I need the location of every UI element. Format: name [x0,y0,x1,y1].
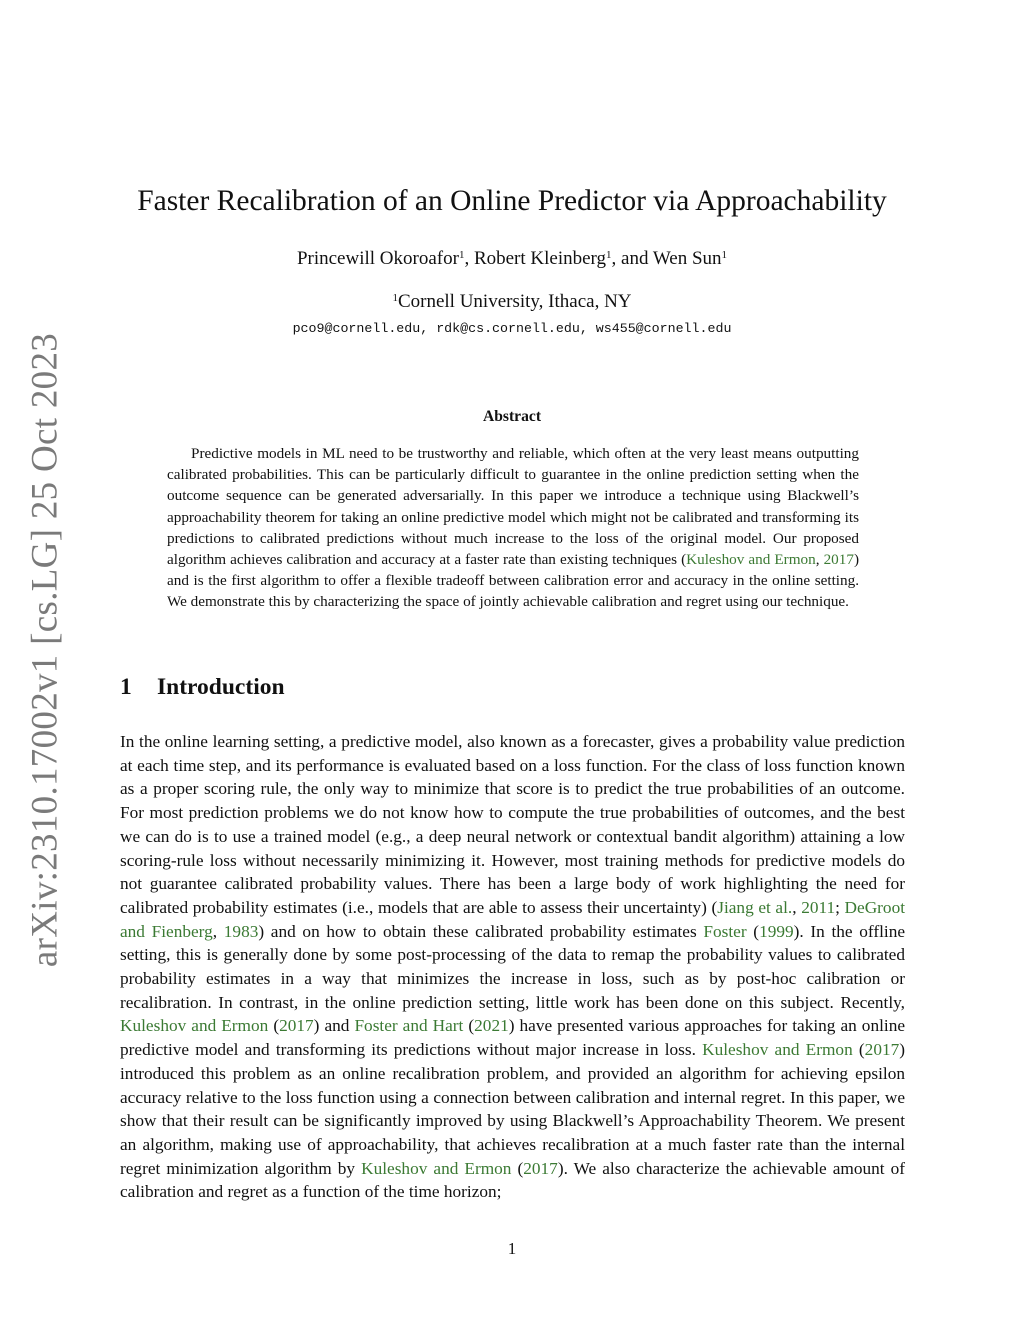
citation-link[interactable]: DeGroot and Fienberg [120,897,906,941]
citation-year-link[interactable]: 1999 [759,921,794,941]
citation-link[interactable]: Kuleshov and Ermon [120,1016,269,1036]
citation-year-link[interactable]: 2017 [523,1158,558,1178]
abstract-heading: Abstract [482,408,542,425]
abstract-text: Predictive models in ML need to be trustworthy and reliable, which often at the very least means outputting calibrated probabilities. This can be particularly difficult to guarantee in the online prediction setting when the outcome sequence can be generated adversarially. In this paper we introduce a technique using Blackwell’s approachability theorem for taking an online predictive model which might not be calibrated and transforming its predictions to calibrated predictions without much increase to the loss of the original model. Our proposed algorithm achieves calibration and accuracy at a faster rate than existing techniques (Kuleshov and Ermon, 2017) and is the first algorithm to offer a flexible tradeoff between calibration error and accuracy in the online setting. We demonstrate this by characterizing the space of jointly achievable calibration and regret using our technique. [167,445,859,611]
citation-year-link[interactable]: 1983 [223,921,259,941]
affiliation-mark: 1 [458,248,465,261]
author-separator: , [464,248,474,269]
author-emails: pco9@cornell.edu, rdk@cs.cornell.edu, ws455@cornell.edu [292,321,732,336]
author-separator: , and [611,248,653,269]
author-name: Wen Sun [652,248,722,269]
arxiv-watermark: arXiv:2310.17002v1 [cs.LG] 25 Oct 2023 [24,332,66,968]
author-list [0,248,1024,270]
citation-link[interactable]: Foster and Hart [354,1016,464,1036]
section-number: 1 [120,674,132,700]
section-title: Introduction [157,674,285,700]
affiliation-mark: 1 [721,248,728,261]
author-name: Princewill Okoroafor [296,248,459,269]
citation-link[interactable]: Kuleshov and Ermon [702,1040,853,1060]
page-number: 1 [507,1239,517,1258]
section-heading [120,674,285,701]
affiliation-mark: 1 [392,291,398,304]
affiliation-text: Cornell University, Ithaca, NY [397,291,632,312]
paper-title: Faster Recalibration of an Online Predictor via Approachability [137,185,887,217]
citation-link[interactable]: Jiang et al. [717,897,793,917]
citation-link[interactable]: Kuleshov and Ermon [361,1158,512,1178]
citation-year-link[interactable]: 2017 [823,551,854,569]
citation-year-link[interactable]: 2011 [801,897,836,917]
citation-link[interactable]: Foster [703,921,747,941]
citation-year-link[interactable]: 2017 [864,1040,900,1060]
author-name: Robert Kleinberg [473,248,607,269]
citation-link[interactable]: Kuleshov and Ermon [686,551,816,569]
affiliation [0,291,1024,313]
citation-year-link[interactable]: 2017 [279,1016,314,1036]
introduction-paragraph: In the online learning setting, a predictive model, also known as a forecaster, gives a probability value prediction at each time step, and its performance is evaluated based on a loss function. For the class of loss function known as a proper scoring rule, the only way to minimize that score is to predict the true probabilities of an outcome. For most prediction problems we do not know how to compute the true probabilities of outcomes, and the best we can do is to use a trained model (e.g., a deep neural network or contextual bandit algorithm) attaining a low scoring-rule loss without necessarily minimizing it. However, most training methods for predictive models do not guarantee calibrated probability values. There has been a large body of work highlighting the need for calibrated probability estimates (i.e., models that are able to assess their uncertainty) (Jiang et al., 2011; DeGroot and Fienberg, 1983) and on how to obtain these calibrated probability estimates Foster (1999). In the offline setting, this is generally done by some post-processing of the data to remap the probability values to calibrated probability estimates in a way that minimizes the increase in loss, such as by post-hoc calibration or recalibration. In contrast, in the online prediction setting, little work has been done on this subject. Recently, Kuleshov and Ermon (2017) and Foster and Hart (2021) have presented various approaches for taking an online predictive model and transforming its predictions without major increase in loss. Kuleshov and Ermon (2017) introduced this problem as an online recalibration problem, and provided an algorithm for achieving epsilon accuracy relative to the loss function using a connection between calibration and internal regret. In this paper, we show that their result can be significantly improved by using Blackwell’s Approachability Theorem. We present an algorithm, making use of approachability, that achieves recalibration at a much faster rate than the internal regret minimization algorithm by Kuleshov and Ermon (2017). We also characterize the achievable amount of calibration and regret as a function of the time horizon; [120,732,906,1202]
affiliation-mark: 1 [606,248,612,261]
citation-year-link[interactable]: 2021 [474,1016,509,1036]
